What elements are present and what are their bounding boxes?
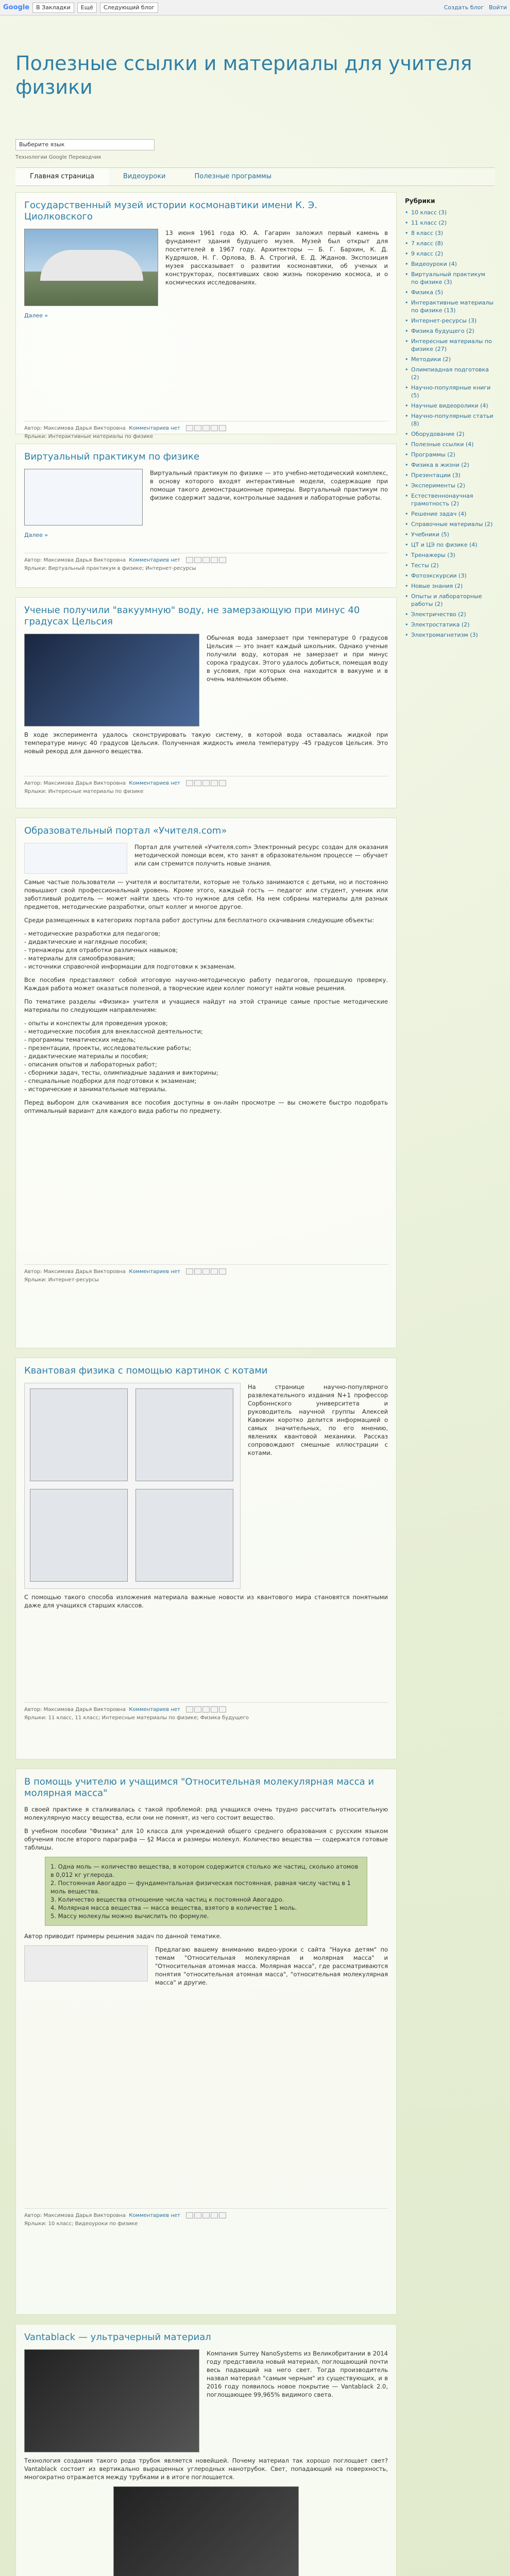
- post-text: Среди размещенных в категориях портала работ доступны для бесплатного скачивания следующие объекты:: [24, 917, 375, 924]
- sidebar-label-link[interactable]: Электромагнетизм (3): [411, 632, 478, 638]
- sidebar-label-link[interactable]: Электричество (2): [411, 611, 466, 618]
- post-footer: [24, 776, 388, 796]
- post-comments-link[interactable]: Комментариев нет: [129, 1707, 180, 1713]
- sidebar-label-item[interactable]: [405, 440, 494, 448]
- bullet-icon: •: [405, 472, 409, 479]
- bullet-icon: •: [405, 593, 409, 600]
- labels-list: [405, 209, 494, 639]
- tab-useful-programs[interactable]: Полезные программы: [194, 173, 271, 180]
- list-item: - программы тематических недель;: [24, 1036, 136, 1043]
- list-item: - методические разработки для педагогов;: [24, 930, 161, 937]
- list-item: - источники справочной информации для подготовки к экзаменам.: [24, 963, 236, 970]
- sidebar-label-item[interactable]: [405, 289, 494, 296]
- twitter-share-icon[interactable]: [202, 557, 210, 563]
- post-labels[interactable]: Ярлыки: 11 класс, 11 класс; Интересные материалы по физике; Физика будущего: [24, 1715, 249, 1721]
- blog-post: [15, 1769, 397, 2315]
- main-column: [15, 192, 397, 2576]
- museum-photo[interactable]: [24, 229, 158, 306]
- share-buttons: [186, 2212, 226, 2218]
- post-text: В своей практике я сталкивалась с такой проблемой: ряд учащихся очень трудно рассчитать относительную молекулярную массу вещества, если они не помнят, из чего состоит вещество.: [24, 1806, 388, 1821]
- bullet-icon: •: [405, 431, 409, 437]
- sidebar-label-link[interactable]: Учебники (5): [411, 531, 449, 538]
- sidebar-label-item[interactable]: [405, 209, 494, 216]
- bullet-icon: •: [405, 521, 409, 528]
- share-buttons: [186, 1706, 226, 1713]
- sidebar-label-item[interactable]: [405, 541, 494, 549]
- post-labels[interactable]: Ярлыки: Интересные материалы по физике: [24, 789, 144, 794]
- read-more-link[interactable]: Далее »: [24, 532, 48, 538]
- translate-powered-by: Технологии Google Переводчик: [15, 155, 101, 160]
- sidebar-label-link[interactable]: Интернет-ресурсы (3): [411, 317, 477, 324]
- share-buttons: [186, 425, 226, 431]
- sidebar-label-item[interactable]: [405, 520, 494, 528]
- bullet-icon: •: [405, 413, 409, 419]
- sidebar-label-item[interactable]: [405, 384, 494, 399]
- post-text: В ходе эксперимента удалось сконструировать такую систему, в которой вода оставалась жидкой при температуре минус 40 градусов Цельсия. Полученная жидкость имела температуру -45 градусов Цельсия. Это новый рекорд для данного вещества.: [24, 731, 388, 755]
- sidebar-label-link[interactable]: 8 класс (3): [411, 230, 444, 236]
- bullet-icon: •: [405, 289, 409, 296]
- sidebar-label-item[interactable]: [405, 461, 494, 469]
- sidebar-label-link[interactable]: Научно-популярные статьи (8): [411, 413, 494, 427]
- blog-post: [15, 818, 397, 1348]
- post-text: Самые частые пользователи — учителя и воспитатели, которые не только занимаются с детьми, но и постоянно повышают свой профессиональный уровень. Кроме этого, каждый гость — педагог или студент, ученик или заботливый родитель — может найти здесь что-то нужное для себя. На нем собраны материалы для разных предметов, методические разработки, опыт коллег и многое другое.: [24, 878, 388, 910]
- bullet-icon: •: [405, 541, 409, 548]
- post-labels[interactable]: Ярлыки: Интернет-ресурсы: [24, 1277, 99, 1283]
- post-title[interactable]: Ученые получили "вакуумную" воду, не замерзающую при минус 40 градусах Цельсия: [24, 605, 360, 627]
- bullet-icon: •: [405, 562, 409, 569]
- email-share-icon[interactable]: [186, 425, 193, 431]
- bullet-icon: •: [405, 299, 409, 306]
- post-footer: [24, 1702, 388, 1722]
- sidebar-label-link[interactable]: Эксперименты (2): [411, 482, 465, 489]
- bullet-icon: •: [405, 611, 409, 618]
- sidebar-label-link[interactable]: Физика (5): [411, 289, 444, 296]
- facebook-share-icon[interactable]: [211, 557, 218, 563]
- facebook-share-icon[interactable]: [211, 1268, 218, 1275]
- post-author: Автор: Максимова Дарья Викторовна: [24, 781, 126, 786]
- post-labels[interactable]: Ярлыки: 10 класс; Видеоуроки по физике: [24, 2221, 138, 2227]
- sidebar-label-item[interactable]: [405, 562, 494, 569]
- post-text: Портал для учителей «Учителя.com» Электронный ресурс создан для оказания методической помощи всем, кто занят в образовательном процессе — обучает или сам стремится получить новые знания.: [134, 843, 388, 867]
- pinterest-share-icon[interactable]: [219, 780, 226, 786]
- post-footer: [24, 1264, 388, 1284]
- list-item: 5. Массу молекулы можно вычислить по формуле.: [50, 1912, 209, 1920]
- list-item: 3. Количество вещества отношение числа частиц к постоянной Авогадро.: [50, 1896, 284, 1903]
- sidebar-label-link[interactable]: Презентации (3): [411, 472, 461, 479]
- bookmark-button[interactable]: В Закладки: [32, 3, 74, 13]
- sidebar-label-link[interactable]: Олимпиадная подготовка (2): [411, 366, 489, 381]
- pinterest-share-icon[interactable]: [219, 1268, 226, 1275]
- list-item: - тренажеры для отработки различных навыков;: [24, 946, 178, 954]
- physics-topics-list: [24, 1019, 388, 1093]
- bullet-icon: •: [405, 511, 409, 517]
- quantum-cats-illustration[interactable]: [24, 1383, 241, 1589]
- definitions-box: [45, 1857, 367, 1926]
- sidebar-label-link[interactable]: ЦТ и ЦЭ по физике (4): [411, 541, 478, 548]
- post-comments-link[interactable]: Комментариев нет: [129, 781, 180, 786]
- sidebar-label-item[interactable]: [405, 219, 494, 227]
- materials-list: [24, 929, 388, 971]
- list-item: - сборники задач, тесты, олимпиадные задания и викторины;: [24, 1069, 218, 1076]
- twitter-share-icon[interactable]: [202, 780, 210, 786]
- sidebar-label-item[interactable]: [405, 572, 494, 580]
- pinterest-share-icon[interactable]: [219, 2212, 226, 2218]
- post-comments-link[interactable]: Комментариев нет: [129, 1269, 180, 1275]
- blog-post: [15, 597, 397, 808]
- tab-home[interactable]: Главная страница: [15, 168, 109, 185]
- facebook-share-icon[interactable]: [211, 1706, 218, 1713]
- bullet-icon: •: [405, 384, 409, 391]
- post-text: 13 июня 1961 года Ю. А. Гагарин заложил первый камень в фундамент здания будущего музея. Музей был открыт для посетителей в 1967 году. Архитекторы — Б. Г. Бархин, К. Д. Кудряшов, Н. Г. Орлова, В. А. Строгий, Е. Д. Жданов. Экспозиция музея рассказывает о развитии космонавтики, об ученых и конструкторах, посвятивших свою жизнь покорению космоса, и о космических исследованиях.: [165, 229, 388, 286]
- post-comments-link[interactable]: Комментариев нет: [129, 2213, 180, 2218]
- post-title[interactable]: В помощь учителю и учащимся "Относительная молекулярная масса и молярная масса": [24, 1776, 375, 1799]
- share-buttons: [186, 1268, 226, 1275]
- sidebar-label-link[interactable]: Научные видеоролики (4): [411, 402, 488, 409]
- bullet-icon: •: [405, 219, 409, 226]
- bullet-icon: •: [405, 451, 409, 458]
- frozen-water-photo[interactable]: [24, 634, 199, 726]
- sidebar-label-link[interactable]: 10 класс (3): [411, 209, 447, 216]
- post-text: Обычная вода замерзает при температуре 0 градусов Цельсия — это знает каждый школьник. Однако ученые получили воду, которая не замерзает и при минус сорока градусах. Этого удалось добиться, помещая воду в условия, при которых она находится в вакууме и в очень маленьком объеме.: [207, 634, 388, 683]
- post-comments-link[interactable]: Комментариев нет: [129, 557, 180, 563]
- sidebar-label-link[interactable]: Виртуальный практикум по физике (3): [411, 271, 485, 285]
- sidebar-label-link[interactable]: 9 класс (2): [411, 250, 444, 257]
- google-logo[interactable]: Google: [3, 4, 30, 11]
- post-author: Автор: Максимова Дарья Викторовна: [24, 426, 126, 431]
- bullet-icon: •: [405, 271, 409, 278]
- tab-video-lessons[interactable]: Видеоуроки: [123, 173, 166, 180]
- post-text: Предлагаю вашему вниманию видео-уроки с сайта "Наука детям" по темам "Относительная молекулярная и молярная масса" и "Относительная атомная масса. Молярная масса", где рассматриваются понятия "относительная атомная масса", "относительная молекулярная масса" и другие.: [155, 1946, 388, 1986]
- list-item: 2. Постоянная Авогадро — фундаментальная физическая постоянная, равная числу частиц в 1 моль вещества.: [50, 1879, 351, 1895]
- sidebar-label-link[interactable]: Методики (2): [411, 356, 451, 363]
- sidebar-label-item[interactable]: [405, 531, 494, 538]
- sidebar-label-link[interactable]: Программы (2): [411, 451, 455, 458]
- post-author: Автор: Максимова Дарья Викторовна: [24, 2213, 126, 2218]
- sidebar-label-link[interactable]: Опыты и лабораторные работы (2): [411, 593, 482, 607]
- post-author: Автор: Максимова Дарья Викторовна: [24, 1269, 126, 1275]
- bullet-icon: •: [405, 552, 409, 558]
- blog-share-icon[interactable]: [194, 1268, 201, 1275]
- sidebar-label-item[interactable]: [405, 366, 494, 381]
- blog-post: [15, 192, 397, 439]
- portal-logo[interactable]: [24, 843, 127, 874]
- post-text: По тематике разделы «Физика» учителя и учащиеся найдут на этой странице самые простые методические материалы по следующим направлениям:: [24, 998, 388, 1013]
- sidebar-label-link[interactable]: Новые знания (2): [411, 583, 463, 589]
- list-item: - специальные подборки для подготовки к экзаменам;: [24, 1077, 197, 1084]
- sidebar-label-link[interactable]: Интерактивные материалы по физике (13): [411, 299, 494, 314]
- page-wrapper: [15, 15, 495, 2576]
- sidebar-label-link[interactable]: Фотоэкскурсии (3): [411, 572, 467, 579]
- post-title[interactable]: Государственный музей истории космонавтики имени К. Э. Циолковского: [24, 200, 317, 222]
- sidebar: [405, 192, 494, 2576]
- vantablack-sample-photo[interactable]: [113, 2486, 299, 2576]
- sidebar-label-item[interactable]: [405, 240, 494, 247]
- list-item: - материалы для самообразования;: [24, 955, 135, 962]
- bullet-icon: •: [405, 366, 409, 373]
- sidebar-label-link[interactable]: Решение задач (4): [411, 511, 467, 517]
- sidebar-label-item[interactable]: [405, 270, 494, 286]
- bullet-icon: •: [405, 632, 409, 638]
- sidebar-label-item[interactable]: [405, 337, 494, 353]
- sidebar-label-link[interactable]: Естественнонаучная грамотность (2): [411, 493, 473, 507]
- post-text: Компания Surrey NanoSystems из Великобритании в 2014 году представила новый материал, поглощающий почти весь падающий на него свет. Тогда производитель назвал материал "самым черным" из существующих, и в 2016 году появилось новое покрытие — Vantablack 2.0, поглощающее 99,965% видимого света.: [207, 2350, 388, 2398]
- bullet-icon: •: [405, 621, 409, 628]
- post-footer: [24, 2208, 388, 2228]
- sidebar-label-item[interactable]: [405, 510, 494, 518]
- sidebar-label-link[interactable]: Физика будущего (2): [411, 328, 474, 334]
- sidebar-label-link[interactable]: Электростатика (2): [411, 621, 470, 628]
- blog-share-icon[interactable]: [194, 780, 201, 786]
- email-share-icon[interactable]: [186, 2212, 193, 2218]
- bullet-icon: •: [405, 482, 409, 489]
- blog-post: [15, 2324, 397, 2576]
- post-text: Перед выбором для скачивания все пособия доступны в он-лайн просмотре — вы сможете быстро подобрать оптимальный вариант для каждого вида работы по предмету.: [24, 1099, 388, 1114]
- share-buttons: [186, 557, 226, 563]
- sidebar-label-item[interactable]: [405, 621, 494, 629]
- bullet-icon: •: [405, 328, 409, 334]
- sidebar-label-link[interactable]: Физика в жизни (2): [411, 462, 469, 468]
- post-author: Автор: Максимова Дарья Викторовна: [24, 557, 126, 563]
- more-button[interactable]: Ещё: [77, 3, 97, 13]
- twitter-share-icon[interactable]: [202, 1268, 210, 1275]
- list-item: 4. Молярная масса вещества — масса вещества, взятого в количестве 1 моль.: [50, 1904, 297, 1911]
- sidebar-label-link[interactable]: Интересные материалы по физике (27): [411, 338, 492, 352]
- sidebar-label-link[interactable]: 7 класс (8): [411, 240, 444, 247]
- sidebar-label-item[interactable]: [405, 355, 494, 363]
- bullet-icon: •: [405, 261, 409, 267]
- twitter-share-icon[interactable]: [202, 2212, 210, 2218]
- bullet-icon: •: [405, 338, 409, 345]
- sidebar-label-item[interactable]: [405, 430, 494, 438]
- sidebar-label-item[interactable]: [405, 471, 494, 479]
- sidebar-label-item[interactable]: [405, 551, 494, 559]
- bullet-icon: •: [405, 240, 409, 247]
- sidebar-label-link[interactable]: 11 класс (2): [411, 219, 447, 226]
- sidebar-heading: Рубрики: [405, 197, 435, 205]
- blog-share-icon[interactable]: [194, 557, 201, 563]
- sidebar-label-link[interactable]: Полезные ссылки (4): [411, 441, 474, 448]
- post-labels[interactable]: Ярлыки: Виртуальный практикум в физике; Интернет-ресурсы: [24, 566, 196, 571]
- bullet-icon: •: [405, 317, 409, 324]
- list-item: - презентации, проекты, исследовательские работы;: [24, 1044, 192, 1052]
- nauka-detyam-logo[interactable]: [24, 1945, 148, 1981]
- sidebar-label-item[interactable]: [405, 451, 494, 459]
- sidebar-label-link[interactable]: Научно-популярные книги (5): [411, 384, 491, 399]
- practicum-screenshot[interactable]: [24, 469, 143, 526]
- sidebar-label-item[interactable]: [405, 327, 494, 335]
- twitter-share-icon[interactable]: [202, 1706, 210, 1713]
- bullet-icon: •: [405, 531, 409, 538]
- sidebar-label-item[interactable]: [405, 592, 494, 608]
- post-labels[interactable]: Ярлыки: Интерактивные материалы по физике: [24, 434, 154, 439]
- bullet-icon: •: [405, 572, 409, 579]
- blog-post: [15, 444, 397, 588]
- email-share-icon[interactable]: [186, 1706, 193, 1713]
- list-item: - дидактические и наглядные пособия;: [24, 938, 148, 945]
- post-text: С помощью такого способа изложения материала важные новости из квантового мира становятся понятными даже для учащихся старших классов.: [24, 1594, 388, 1609]
- post-title[interactable]: Vantablack — ультрачерный материал: [24, 2332, 211, 2343]
- facebook-share-icon[interactable]: [211, 425, 218, 431]
- bullet-icon: •: [405, 441, 409, 448]
- pinterest-share-icon[interactable]: [219, 1706, 226, 1713]
- sidebar-label-link[interactable]: Справочные материалы (2): [411, 521, 493, 528]
- blog-post: [15, 1358, 397, 1759]
- list-item: - опыты и конспекты для проведения уроков;: [24, 1020, 168, 1027]
- blog-title[interactable]: Полезные ссылки и материалы для учителя физики: [15, 52, 472, 98]
- blogger-navbar: [0, 0, 510, 15]
- email-share-icon[interactable]: [186, 1268, 193, 1275]
- post-text: Все пособия представляют собой итоговую научно-методическую работу педагогов, прошедшую проверку. Каждая работа может оказаться полезной, а творческие идеи коллег помогут найти новые решения.: [24, 976, 388, 992]
- bullet-icon: •: [405, 250, 409, 257]
- facebook-share-icon[interactable]: [211, 780, 218, 786]
- list-item: - методические пособия для внеклассной деятельности;: [24, 1028, 203, 1035]
- sidebar-label-item[interactable]: [405, 260, 494, 268]
- read-more-link[interactable]: Далее »: [24, 312, 48, 319]
- post-title[interactable]: Образовательный портал «Учителя.com»: [24, 825, 227, 836]
- sidebar-label-link[interactable]: Оборудование (2): [411, 431, 465, 437]
- sidebar-label-item[interactable]: [405, 631, 494, 639]
- post-text: Технология создания такого рода трубок является новейшей. Почему материал так хорошо поглощает свет? Vantablack состоит из вертикально выращенных углеродных нанотрубок. Свет, попадающий на поверхность, многократно отражается между трубками и в итоге поглощается.: [24, 2457, 388, 2481]
- sidebar-label-item[interactable]: [405, 229, 494, 237]
- email-share-icon[interactable]: [186, 780, 193, 786]
- translate-widget: [15, 139, 495, 150]
- sidebar-label-item[interactable]: [405, 402, 494, 410]
- sidebar-label-item[interactable]: [405, 299, 494, 314]
- sidebar-label-link[interactable]: Тренажеры (3): [411, 552, 455, 558]
- pinterest-share-icon[interactable]: [219, 557, 226, 563]
- post-footer: [24, 421, 388, 441]
- facebook-share-icon[interactable]: [211, 2212, 218, 2218]
- list-item: - исторические и занимательные материалы.: [24, 1086, 167, 1093]
- post-title[interactable]: Квантовая физика с помощью картинок с котами: [24, 1365, 268, 1376]
- bullet-icon: •: [405, 583, 409, 589]
- sidebar-label-item[interactable]: [405, 412, 494, 428]
- list-item: 1. Одна моль — количество вещества, в котором содержится столько же частиц, сколько атомов в 0,012 кг углерода.: [50, 1863, 359, 1878]
- post-text: Автор приводит примеры решения задач по данной тематике.: [24, 1933, 222, 1940]
- page-tabs: [15, 167, 495, 186]
- sidebar-label-link[interactable]: Видеоуроки (4): [411, 261, 457, 267]
- sidebar-label-item[interactable]: [405, 582, 494, 590]
- sidebar-label-item[interactable]: [405, 492, 494, 507]
- pinterest-share-icon[interactable]: [219, 425, 226, 431]
- language-select[interactable]: Выберите язык: [15, 139, 155, 150]
- post-comments-link[interactable]: Комментариев нет: [129, 426, 180, 431]
- list-item: - дидактические материалы и пособия;: [24, 1053, 148, 1060]
- create-blog-link[interactable]: Создать блог: [444, 4, 484, 11]
- twitter-share-icon[interactable]: [202, 425, 210, 431]
- share-buttons: [186, 780, 226, 786]
- post-text: На странице научно-популярного развлекательного издания N+1 профессор Сорбоннского университета и руководитель научной группы Алексей Кавокин коротко делится информацией о самых значительных, по его мнению, явлениях квантовой механики. Рассказ сопровождают смешные иллюстрации с котами.: [248, 1383, 388, 1456]
- bullet-icon: •: [405, 462, 409, 468]
- bullet-icon: •: [405, 209, 409, 216]
- post-text: Виртуальный практикум по физике — это учебно-методический комплекс, в основу которого входят интерактивные модели, содержащие при помощи такого демонстрационные примеры. Виртуальный практикум по физике содержит задачи, контрольные задания и лабораторные работы.: [150, 469, 388, 501]
- sidebar-label-item[interactable]: [405, 482, 494, 489]
- post-author: Автор: Максимова Дарья Викторовна: [24, 1707, 126, 1713]
- email-share-icon[interactable]: [186, 557, 193, 563]
- blog-share-icon[interactable]: [194, 2212, 201, 2218]
- bullet-icon: •: [405, 493, 409, 499]
- bullet-icon: •: [405, 402, 409, 409]
- vantablack-photo[interactable]: [24, 2349, 199, 2452]
- sidebar-label-item[interactable]: [405, 611, 494, 618]
- sidebar-label-item[interactable]: [405, 250, 494, 258]
- sidebar-label-link[interactable]: Тесты (2): [411, 562, 439, 569]
- sidebar-label-item[interactable]: [405, 317, 494, 325]
- blog-share-icon[interactable]: [194, 1706, 201, 1713]
- next-blog-button[interactable]: Следующий блог: [100, 3, 158, 13]
- sign-in-link[interactable]: Войти: [489, 4, 507, 11]
- post-title[interactable]: Виртуальный практикум по физике: [24, 451, 200, 462]
- bullet-icon: •: [405, 356, 409, 363]
- bullet-icon: •: [405, 230, 409, 236]
- blog-share-icon[interactable]: [194, 425, 201, 431]
- list-item: - описания опытов и лабораторных работ;: [24, 1061, 157, 1068]
- post-footer: [24, 553, 388, 573]
- post-text: В учебном пособии "Физика" для 10 класса для учреждений общего среднего образования с русским языком обучения после второго параграфа — §2 Масса и размеры молекул. Количество вещества — содержатся готовые таблицы.: [24, 1827, 388, 1851]
